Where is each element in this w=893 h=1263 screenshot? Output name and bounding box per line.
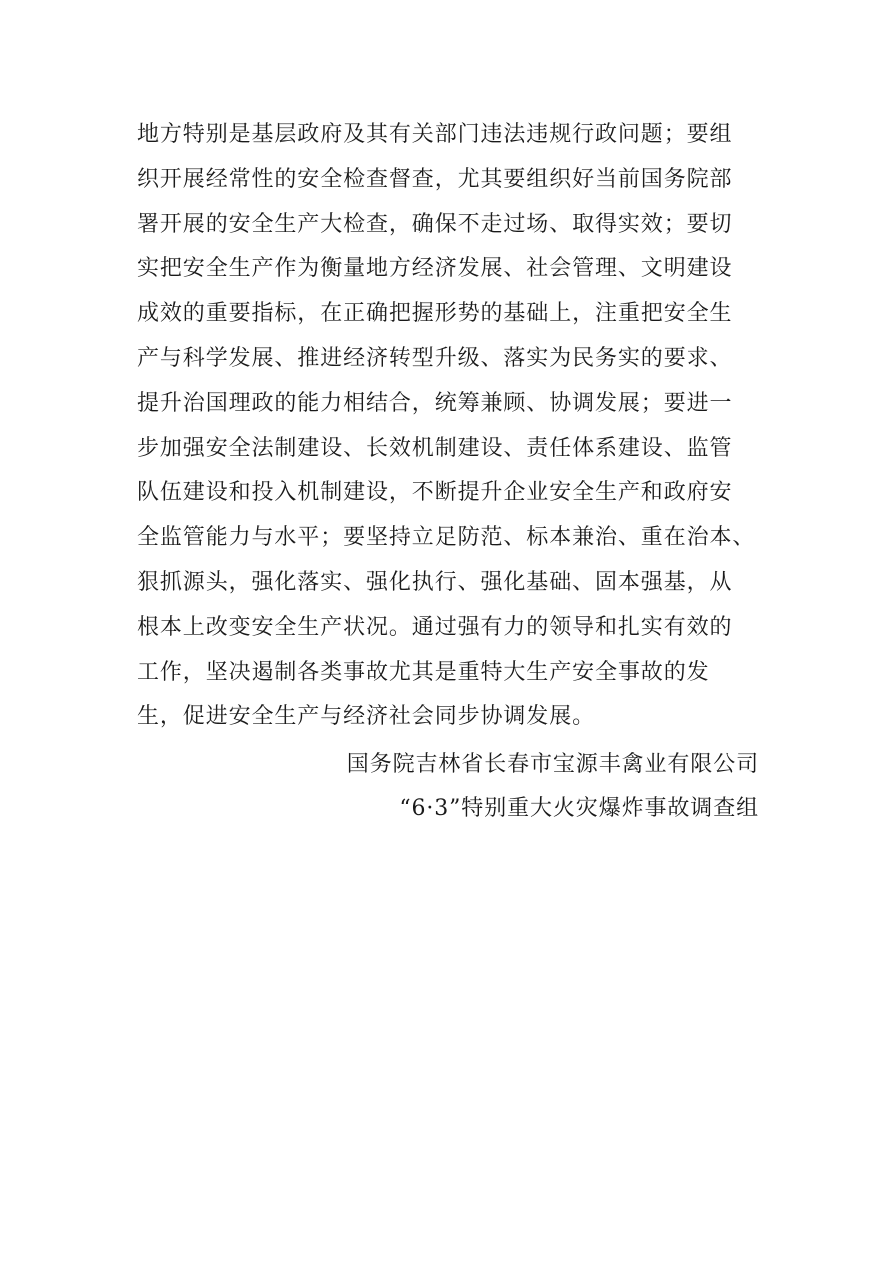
signature-investigation-group: “6·3”特别重大火灾爆炸事故调查组 — [399, 796, 759, 821]
body-line: 织开展经常性的安全检查督查，尤其要组织好当前国务院部 — [137, 166, 733, 192]
body-line: 产与科学发展、推进经济转型升级、落实为民务实的要求、 — [137, 345, 733, 371]
body-line: 实把安全生产作为衡量地方经济发展、社会管理、文明建设 — [137, 256, 733, 282]
signature-organization: 国务院吉林省长春市宝源丰禽业有限公司 — [346, 752, 759, 777]
signature-block — [347, 743, 759, 831]
body-line: 地方特别是基层政府及其有关部门违法违规行政问题；要组 — [137, 122, 733, 147]
body-line: 成效的重要指标，在正确把握形势的基础上，注重把安全生 — [137, 301, 733, 327]
body-line: 队伍建设和投入机制建设，不断提升企业安全生产和政府安 — [137, 480, 733, 506]
body-line: 工作，坚决遏制各类事故尤其是重特大生产安全事故的发 — [137, 659, 710, 685]
body-line: 全监管能力与水平；要坚持立足防范、标本兼治、重在治本、 — [137, 525, 756, 551]
body-line: 步加强安全法制建设、长效机制建设、责任体系建设、监管 — [137, 435, 733, 461]
body-line: 生，促进安全生产与经济社会同步协调发展。 — [137, 704, 596, 730]
body-paragraph — [137, 113, 761, 740]
body-line: 署开展的安全生产大检查，确保不走过场、取得实效；要切 — [137, 211, 733, 237]
body-line: 狠抓源头，强化落实、强化执行、强化基础、固本强基，从 — [137, 569, 733, 595]
body-line: 提升治国理政的能力相结合，统筹兼顾、协调发展；要进一 — [137, 390, 733, 416]
body-line: 根本上改变安全生产状况。通过强有力的领导和扎实有效的 — [137, 614, 733, 640]
